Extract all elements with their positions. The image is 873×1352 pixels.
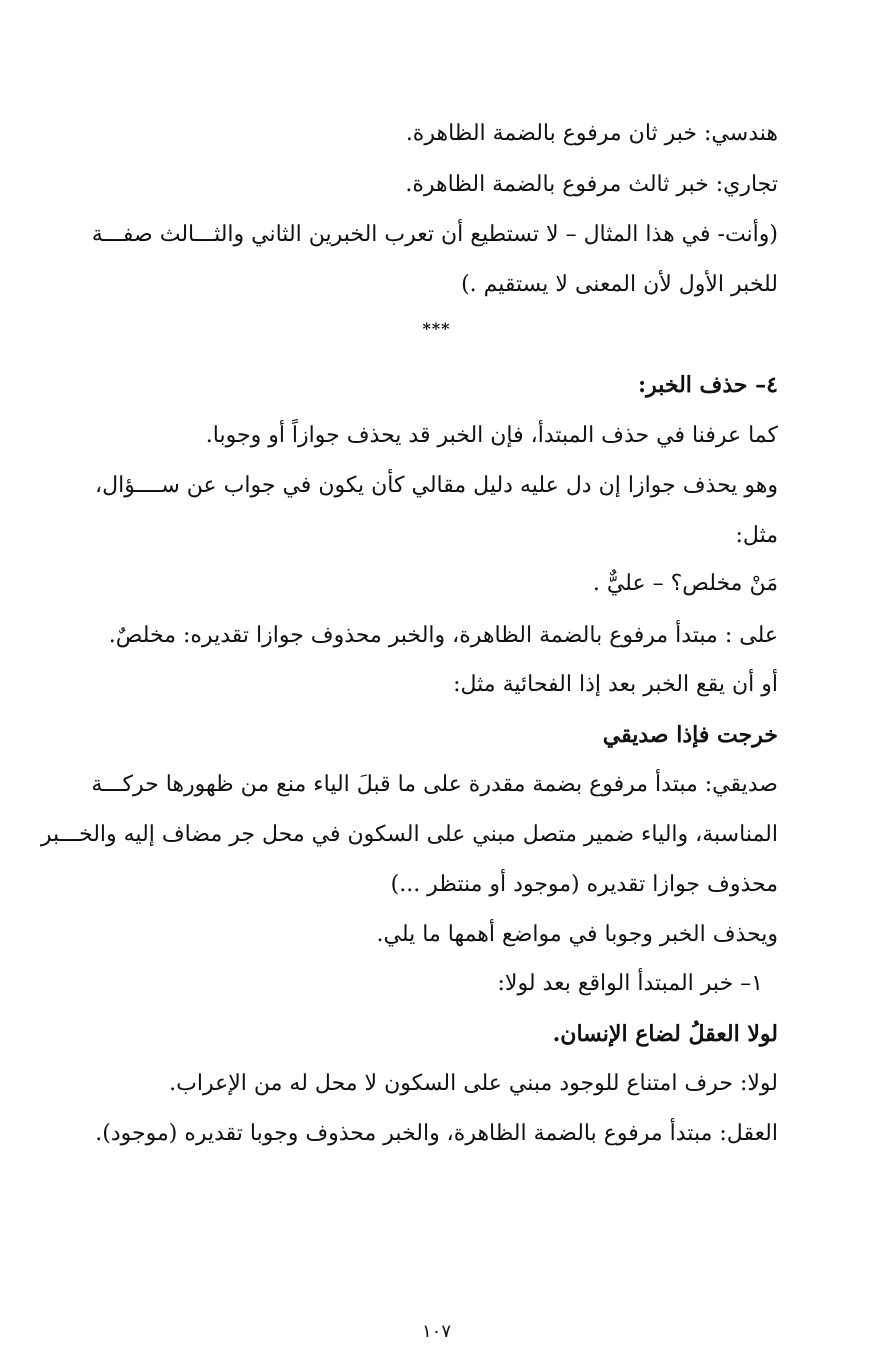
numbered-item: ١– خبر المبتدأ الواقع بعد لولا:: [497, 971, 763, 996]
text-line: (وأنت- في هذا المثال – لا تستطيع أن تعرب الخبرين الثاني والثـــالث صفـــة: [91, 222, 778, 247]
text-line: مثل:: [735, 523, 778, 548]
text-line: تجاري: خبر ثالث مرفوع بالضمة الظاهرة.: [405, 172, 778, 197]
text-line: العقل: مبتدأ مرفوع بالضمة الظاهرة، والخبر محذوف وجوبا تقديره (موجود).: [95, 1121, 778, 1146]
text-line: كما عرفنا في حذف المبتدأ، فإن الخبر قد يحذف جوازاً أو وجوبا.: [205, 423, 778, 448]
text-line: على : مبتدأ مرفوع بالضمة الظاهرة، والخبر محذوف جوازا تقديره: مخلصٌ.: [108, 623, 778, 648]
text-line: لولا: حرف امتناع للوجود مبني على السكون لا محل له من الإعراب.: [169, 1071, 778, 1096]
text-line: هندسي: خبر ثان مرفوع بالضمة الظاهرة.: [405, 121, 778, 146]
text-line: أو أن يقع الخبر بعد إذا الفحائية مثل:: [453, 672, 778, 697]
text-line: محذوف جوازا تقديره (موجود أو منتظر ...): [390, 872, 778, 897]
text-line: وهو يحذف جوازا إن دل عليه دليل مقالي كأن يكون في جواب عن ســــؤال،: [95, 473, 778, 498]
text-line: المناسبة، والياء ضمير متصل مبني على السكون في محل جر مضاف إليه والخـــبر: [40, 822, 778, 847]
text-line: صديقي: مبتدأ مرفوع بضمة مقدرة على ما قبلَ الياء منع من ظهورها حركـــة: [91, 772, 778, 797]
example-line: خرجت فإذا صديقي: [602, 722, 778, 748]
text-line: ويحذف الخبر وجوبا في مواضع أهمها ما يلي.: [376, 922, 778, 947]
section-heading: ٤– حذف الخبر:: [637, 372, 778, 398]
page-number: ١٠٧: [421, 1321, 451, 1342]
example-line: لولا العقلُ لضاع الإنسان.: [552, 1021, 778, 1047]
example-line: مَنْ مخلص؟ – عليٌّ .: [592, 571, 778, 596]
section-separator: ***: [422, 319, 451, 338]
text-line: للخبر الأول لأن المعنى لا يستقيم .): [461, 272, 778, 297]
